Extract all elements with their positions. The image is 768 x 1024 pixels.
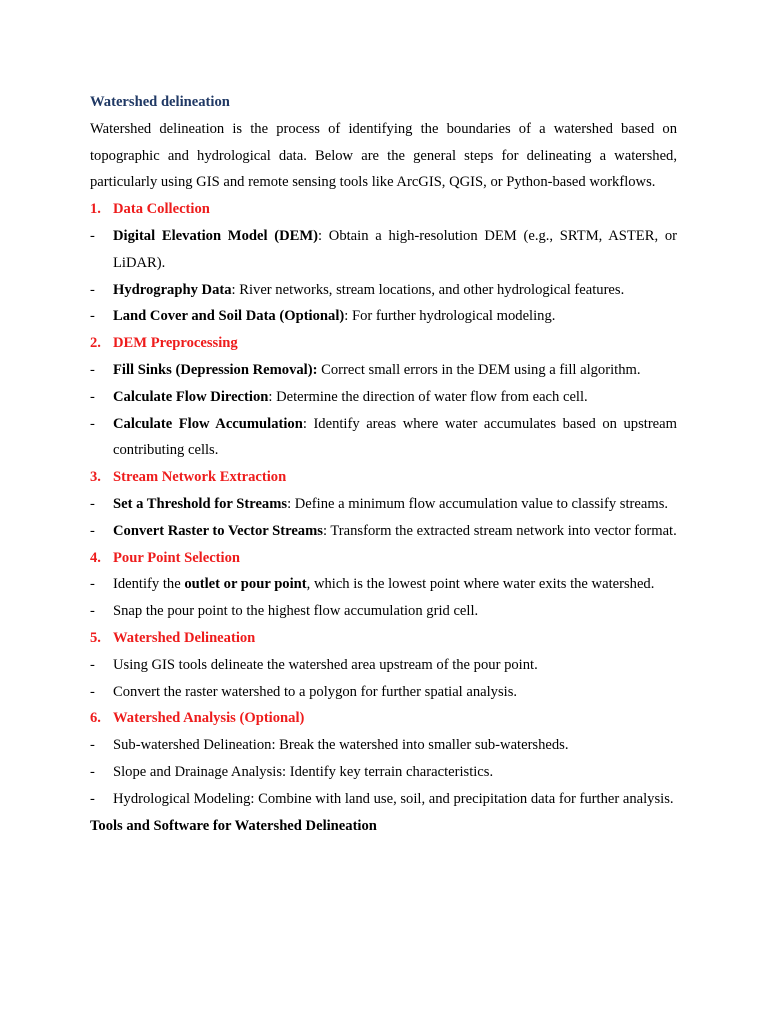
list-item <box>90 598 677 625</box>
list-item <box>90 357 677 384</box>
list-item <box>90 518 677 545</box>
list-item-text: Land Cover and Soil Data (Optional): For further hydrological modeling. <box>113 308 556 325</box>
list-dash: - <box>90 576 95 593</box>
list-item <box>90 411 677 465</box>
list-dash: - <box>90 790 95 807</box>
list-item-text: Sub-watershed Delineation: Break the watershed into smaller sub-watersheds. <box>113 737 569 754</box>
section-heading <box>90 705 677 732</box>
section-title: Stream Network Extraction <box>113 469 287 486</box>
section-number: 2. <box>90 335 101 352</box>
section-data-collection <box>90 196 677 330</box>
section-watershed-analysis <box>90 705 677 812</box>
section-dem-preprocessing <box>90 330 677 464</box>
list-item-text: Calculate Flow Direction: Determine the direction of water flow from each cell. <box>113 388 588 405</box>
section-stream-network-extraction <box>90 464 677 544</box>
list-item <box>90 679 677 706</box>
document-title: Watershed delineation <box>90 94 230 110</box>
list-item <box>90 223 677 277</box>
list-dash: - <box>90 361 95 378</box>
list-item <box>90 277 677 304</box>
list-dash: - <box>90 308 95 325</box>
section-heading <box>90 330 677 357</box>
list-item-text: Hydrography Data: River networks, stream locations, and other hydrological features. <box>113 281 625 298</box>
list-dash: - <box>90 415 95 432</box>
section-number: 1. <box>90 201 101 218</box>
section-number: 5. <box>90 629 101 646</box>
list-dash: - <box>90 495 95 512</box>
list-item-text: Digital Elevation Model (DEM): Obtain a high-resolution DEM (e.g., SRTM, ASTER, or LiDAR). <box>113 227 677 271</box>
list-item <box>90 732 677 759</box>
item-term: Calculate Flow Accumulation <box>113 415 303 432</box>
section-heading <box>90 464 677 491</box>
section-number: 3. <box>90 469 101 486</box>
item-term: Land Cover and Soil Data (Optional) <box>113 308 345 325</box>
item-term: outlet or pour point <box>184 576 307 593</box>
section-pour-point-selection <box>90 545 677 625</box>
list-item <box>90 303 677 330</box>
list-item <box>90 491 677 518</box>
list-dash: - <box>90 522 95 539</box>
list-item <box>90 571 677 598</box>
list-item-text: Identify the outlet or pour point, which is the lowest point where water exits the watershed. <box>113 576 655 593</box>
list-item-text: Snap the pour point to the highest flow accumulation grid cell. <box>113 603 479 620</box>
list-dash: - <box>90 683 95 700</box>
list-item <box>90 384 677 411</box>
list-item-text: Convert Raster to Vector Streams: Transform the extracted stream network into vector format. <box>113 522 677 539</box>
section-heading <box>90 196 677 223</box>
section-watershed-delineation <box>90 625 677 705</box>
list-item-text: Calculate Flow Accumulation: Identify areas where water accumulates based on upstream contributing cells. <box>113 415 677 459</box>
list-dash: - <box>90 763 95 780</box>
item-term: Hydrography Data <box>113 281 232 298</box>
list-dash: - <box>90 227 95 244</box>
list-item-text: Set a Threshold for Streams: Define a minimum flow accumulation value to classify streams. <box>113 495 669 512</box>
list-item <box>90 759 677 786</box>
item-term: Digital Elevation Model (DEM) <box>113 227 319 244</box>
section-number: 4. <box>90 549 101 566</box>
intro-paragraph: Watershed delineation is the process of identifying the boundaries of a watershed based on topographic and hydrological data. Below are the general steps for delineating a watershed, particularly using GIS and remote sensing tools like ArcGIS, QGIS, or Python-based workflows. <box>90 120 677 191</box>
list-dash: - <box>90 603 95 620</box>
list-item-text: Using GIS tools delineate the watershed area upstream of the pour point. <box>113 656 538 673</box>
section-heading <box>90 625 677 652</box>
list-item <box>90 652 677 679</box>
list-item-text: Slope and Drainage Analysis: Identify key terrain characteristics. <box>113 763 494 780</box>
list-item <box>90 786 677 813</box>
section-heading <box>90 545 677 572</box>
section-title: DEM Preprocessing <box>113 335 238 352</box>
section-title: Data Collection <box>113 201 210 218</box>
list-dash: - <box>90 656 95 673</box>
list-item-text: Fill Sinks (Depression Removal): Correct small errors in the DEM using a fill algorithm. <box>113 361 641 378</box>
list-item-text: Convert the raster watershed to a polygon for further spatial analysis. <box>113 683 518 700</box>
list-dash: - <box>90 281 95 298</box>
list-dash: - <box>90 737 95 754</box>
item-term: Set a Threshold for Streams <box>113 495 288 512</box>
list-dash: - <box>90 388 95 405</box>
tools-heading: Tools and Software for Watershed Delineation <box>90 817 377 834</box>
item-term: Calculate Flow Direction <box>113 388 269 405</box>
item-term: Convert Raster to Vector Streams <box>113 522 323 539</box>
section-title: Watershed Delineation <box>113 629 256 646</box>
section-title: Pour Point Selection <box>113 549 241 566</box>
item-term: Fill Sinks (Depression Removal): <box>113 361 318 378</box>
document-page <box>90 89 677 839</box>
list-item-text: Hydrological Modeling: Combine with land use, soil, and precipitation data for further analysis. <box>113 790 674 807</box>
section-number: 6. <box>90 710 101 727</box>
section-title: Watershed Analysis (Optional) <box>113 710 305 727</box>
